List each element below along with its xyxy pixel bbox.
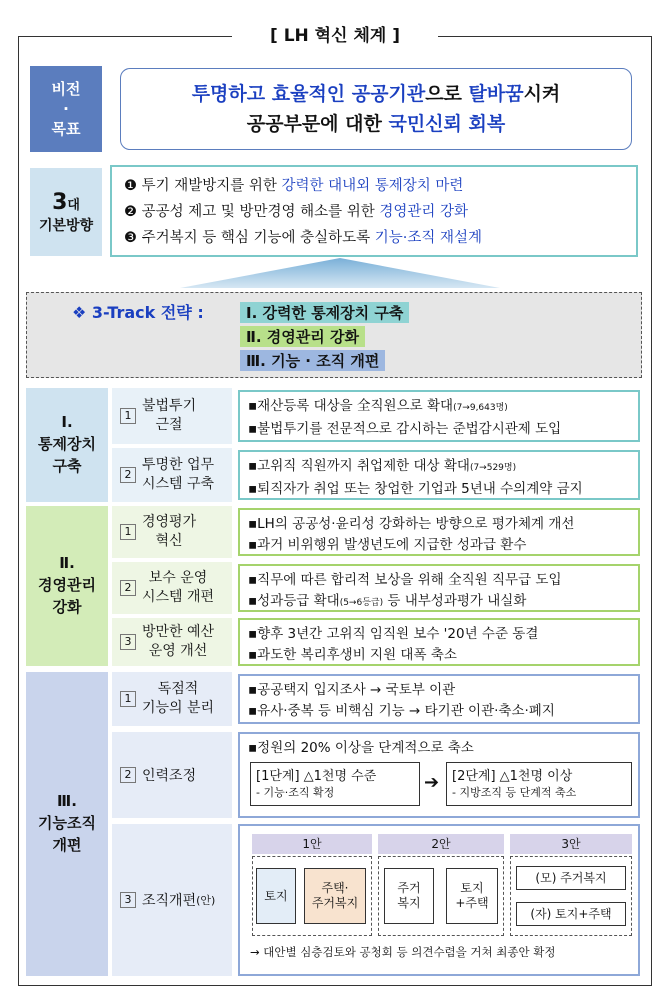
- direction-item: ❸ 주거복지 등 핵심 기능에 충실하도록 기능·조직 재설계: [124, 230, 483, 246]
- sec2-sub1-details: ▪LH의 공공성·윤리성 강화하는 방향으로 평가체계 개선 ▪과거 비위행위 발생년도에 지급한 성과급 환수: [238, 508, 640, 556]
- vision-line1: 투명하고 효율적인 공공기관으로 탈바꿈시켜: [191, 83, 561, 105]
- arrow-right-icon: ➔: [424, 772, 440, 793]
- vision-label-line2: 목표: [51, 120, 81, 139]
- plan2-box2: 토지 +주택: [446, 868, 498, 924]
- sec1-sub2-details: ▪고위직 직원까지 취업제한 대상 확대(7→529명) ▪퇴직자가 취업 또는 창업한 기업과 5년내 수의계약 금지: [238, 450, 640, 500]
- sec2-sub3-details: ▪향후 3년간 고위직 임직원 보수 '20년 수준 동결 ▪과도한 복리후생비 지원 대폭 축소: [238, 618, 640, 666]
- sec3-sub3-title: 3 조직개편 (안): [112, 824, 232, 976]
- plan3-box1: (모) 주거복지: [516, 866, 626, 890]
- sec3-sub1-title: 1 독점적 기능의 분리: [112, 672, 232, 726]
- track-item-1: Ⅰ. 강력한 통제장치 구축: [240, 302, 409, 323]
- sec2-sub1-title: 1 경영평가 혁신: [112, 506, 232, 558]
- plan-note: → 대안별 심층검토와 공청회 등 의견수렴을 거쳐 최종안 확정: [250, 945, 556, 959]
- plan1-header: 1안: [252, 834, 372, 854]
- up-arrow-icon: [180, 258, 500, 288]
- vision-line2: 공공부문에 대한 국민신뢰 회복: [246, 113, 506, 135]
- plan1-box2: 주택· 주거복지: [304, 868, 366, 924]
- vision-label-dot: ·: [63, 99, 69, 118]
- direction-item: ❶ 투기 재발방지를 위한 강력한 대내외 통제장치 마련: [124, 178, 464, 194]
- sec2-sub3-title: 3 방만한 예산 운영 개선: [112, 618, 232, 666]
- stage1-box: [1단계] △1천명 수준 - 기능·조직 확정: [250, 762, 420, 806]
- plan3-box2: (자) 토지+주택: [516, 902, 626, 926]
- page-title: [ LH 혁신 체계 ]: [232, 20, 438, 52]
- sec2-sub2-title: 2 보수 운영 시스템 개편: [112, 562, 232, 614]
- section3-label: Ⅲ. 기능조직 개편: [26, 672, 108, 976]
- plan2-header: 2안: [378, 834, 504, 854]
- plan2-box1: 주거 복지: [384, 868, 434, 924]
- directions-list: [110, 165, 638, 257]
- vision-label: [30, 66, 102, 152]
- direction-item: ❷ 공공성 제고 및 방만경영 해소를 위한 경영관리 강화: [124, 204, 469, 220]
- sec3-sub2-title: 2 인력조정: [112, 732, 232, 818]
- sec2-sub2-details: ▪직무에 따른 합리적 보상을 위해 全직원 직무급 도입 ▪성과등급 확대(5→6등급) 등 내부성과평가 내실화: [238, 564, 640, 612]
- sec1-sub1-title: 1 불법투기 근절: [112, 388, 232, 444]
- sec1-sub2-title: 2 투명한 업무 시스템 구축: [112, 448, 232, 502]
- sec3-sub2-details: ▪정원의 20% 이상을 단계적으로 축소: [238, 732, 640, 818]
- section2-label: Ⅱ. 경영관리 강화: [26, 506, 108, 666]
- sec3-sub1-details: ▪공공택지 입지조사 → 국토부 이관 ▪유사·중복 등 비핵심 기능 → 타기관 이관·축소·폐지: [238, 674, 640, 724]
- section1-label: Ⅰ. 통제장치 구축: [26, 388, 108, 502]
- sec1-sub1-details: ▪재산등록 대상을 全직원으로 확대(7→9,643명) ▪불법투기를 전문적으로 감시하는 준법감시관제 도입: [238, 390, 640, 442]
- directions-label: 3대 기본방향: [30, 168, 102, 256]
- track-item-3: Ⅲ. 기능 · 조직 개편: [240, 350, 385, 371]
- vision-statement: [120, 68, 632, 150]
- track-label: ❖ 3-Track 전략 :: [72, 303, 204, 322]
- plan3-header: 3안: [510, 834, 632, 854]
- track-item-2: Ⅱ. 경영관리 강화: [240, 326, 365, 347]
- plan1-box1: 토지: [256, 868, 296, 924]
- stage2-box: [2단계] △1천명 이상 - 지방조직 등 단계적 축소: [446, 762, 632, 806]
- vision-label-line1: 비전: [51, 79, 81, 98]
